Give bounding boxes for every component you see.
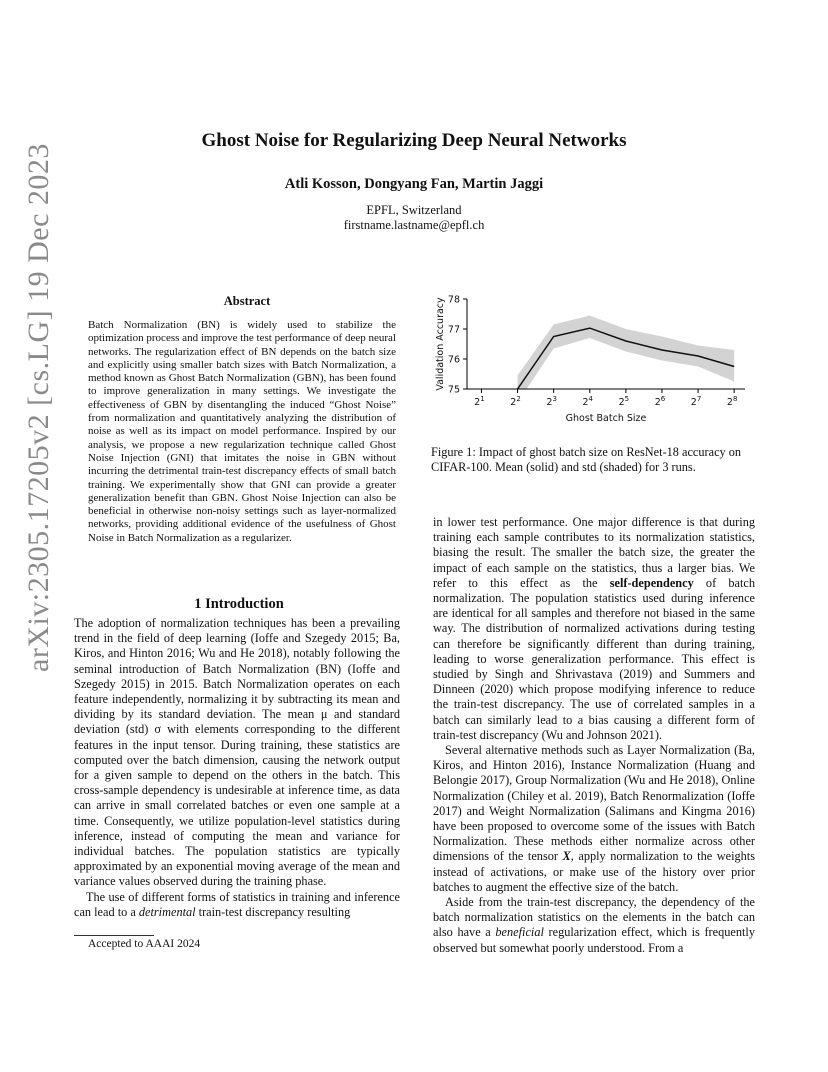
- x-tick-label: $2^3$: [546, 395, 557, 408]
- abstract-text: Batch Normalization (BN) is widely used to stabilize the optimization process and improve the test performance of deep neural networks. The regularization effect of BN depends on the batch size and explicitly using smaller batch sizes with Batch Normalization, a method known as Ghost Batch Normalization (GBN), has been found to improve generalization in many settings. We investigate the effectiveness of GBN by disentangling the induced “Ghost Noise” from normalization and quantitatively analyzing the distribution of noise as well as its impact on model performance. Inspired by our analysis, we propose a new regularization technique called Ghost Noise Injection (GNI) that imitates the noise in GBN without incurring the detrimental train-test discrepancy effects of small batch training. We experimentally show that GNI can provide a greater generalization benefit than GBN. Ghost Noise Injection can also be beneficial in otherwise non-noisy settings such as layer-normalized networks, providing additional evidence of the usefulness of Ghost Noise in Batch Normalization as a regularizer.: [88, 319, 396, 544]
- right-paragraph-2: Several alternative methods such as Layer Normalization (Ba, Kiros, and Hinton 2016), Instance Normalization (Huang and Belongie 2017), Group Normalization (Wu and He 2018), Online Normalization (Chiley et al. 2019), Batch Renormalization (Ioffe 2017) and Weight Normalization (Salimans and Kingma 2016) have been proposed to overcome some of the issues with Batch Normalization. These methods either normalize across other dimensions of the tensor X, apply normalization to the weights instead of activations, or make use of the history over prior batches to augment the effective size of the batch.: [433, 743, 755, 894]
- y-tick-label: 78: [447, 294, 460, 306]
- footnote: Accepted to AAAI 2024: [88, 938, 201, 950]
- x-tick-label: $2^7$: [690, 395, 702, 408]
- x-axis-label: Ghost Batch Size: [565, 413, 647, 424]
- intro-paragraph-1: The adoption of normalization techniques has been a prevailing trend in the field of deep learning (Ioffe and Szegedy 2015; Ba, Kiros, and Hinton 2016; Wu and He 2018), notably following the seminal introduction of Batch Normalization (BN) (Ioffe and Szegedy 2015) in 2015. Batch Normalization operates on each feature independently, normalizing it by subtracting its mean and dividing by its standard deviation. The mean μ and standard deviation (std) σ with elements corresponding to the different features in the input tensor. During training, these statistics are computed over the batch dimension, causing the network output for a given sample to depend on the others in the batch. This cross-sample dependency is undesirable at inference time, as data can arrive in small correlated batches or even one sample at a time. Consequently, we utilize population-level statistics during inference, instead of computing the mean and variance for individual batches. The population statistics are typically approximated by an exponential moving average of the mean and variance values observed during the training phase.: [74, 616, 400, 889]
- right-paragraph-3: Aside from the train-test discrepancy, the dependency of the batch normalization statistics on the elements in the batch can also have a beneficial regularization effect, which is frequently observed but somewhat poorly understood. From a: [433, 895, 755, 955]
- x-tick-label: $2^8$: [726, 395, 738, 408]
- introduction-body: [74, 616, 400, 920]
- footnote-rule: [74, 935, 154, 936]
- right-column-body: [433, 515, 755, 956]
- y-tick-label: 77: [447, 324, 460, 336]
- y-tick-label: 76: [447, 354, 460, 366]
- intro-paragraph-2: The use of different forms of statistics in training and inference can lead to a detrimental train-test discrepancy resulting: [74, 889, 400, 919]
- x-tick-label: $2^4$: [582, 395, 594, 408]
- x-tick-label: $2^6$: [654, 395, 666, 408]
- x-tick-label: $2^2$: [510, 395, 521, 408]
- paper-title: Ghost Noise for Regularizing Deep Neural Networks: [201, 130, 627, 151]
- author-list: Atli Kosson, Dongyang Fan, Martin Jaggi: [284, 176, 544, 192]
- abstract-heading: Abstract: [223, 294, 271, 308]
- affiliation-block: [0, 203, 828, 232]
- arxiv-identifier: arXiv:2305.17205v2 [cs.LG] 19 Dec 2023: [22, 143, 55, 672]
- email: firstname.lastname@epfl.ch: [343, 217, 485, 232]
- right-paragraph-1: in lower test performance. One major difference is that during training each sample contributes to its normalization statistics, biasing the result. The smaller the batch size, the greater the impact of each sample on the statistics, thus a larger bias. We refer to this effect as the self-dependency of batch normalization. The population statistics used during inference are identical for all samples and therefore not biased in the same way. The distribution of normalized activations during testing can therefore be significantly different than during training, leading to worse generalization performance. This effect is studied by Singh and Shrivastava (2019) and Summers and Dinneen (2020) which propose modifying inference to reduce the train-test discrepancy. The use of correlated samples in a batch can similarly lead to a bias causing a different form of train-test discrepancy (Wu and Johnson 2021).: [433, 515, 755, 742]
- x-tick-label: $2^1$: [474, 395, 485, 408]
- y-tick-label: 75: [447, 384, 460, 396]
- y-axis-label: Validation Accuracy: [435, 297, 446, 391]
- section-heading-introduction: 1 Introduction: [194, 596, 284, 612]
- figure-1-caption: Figure 1: Impact of ghost batch size on ResNet-18 accuracy on CIFAR-100. Mean (solid) and std (shaded) for 3 runs.: [431, 445, 742, 475]
- x-tick-label: $2^5$: [618, 395, 630, 408]
- affiliation: EPFL, Switzerland: [366, 203, 462, 217]
- figure-1-chart: [429, 289, 759, 429]
